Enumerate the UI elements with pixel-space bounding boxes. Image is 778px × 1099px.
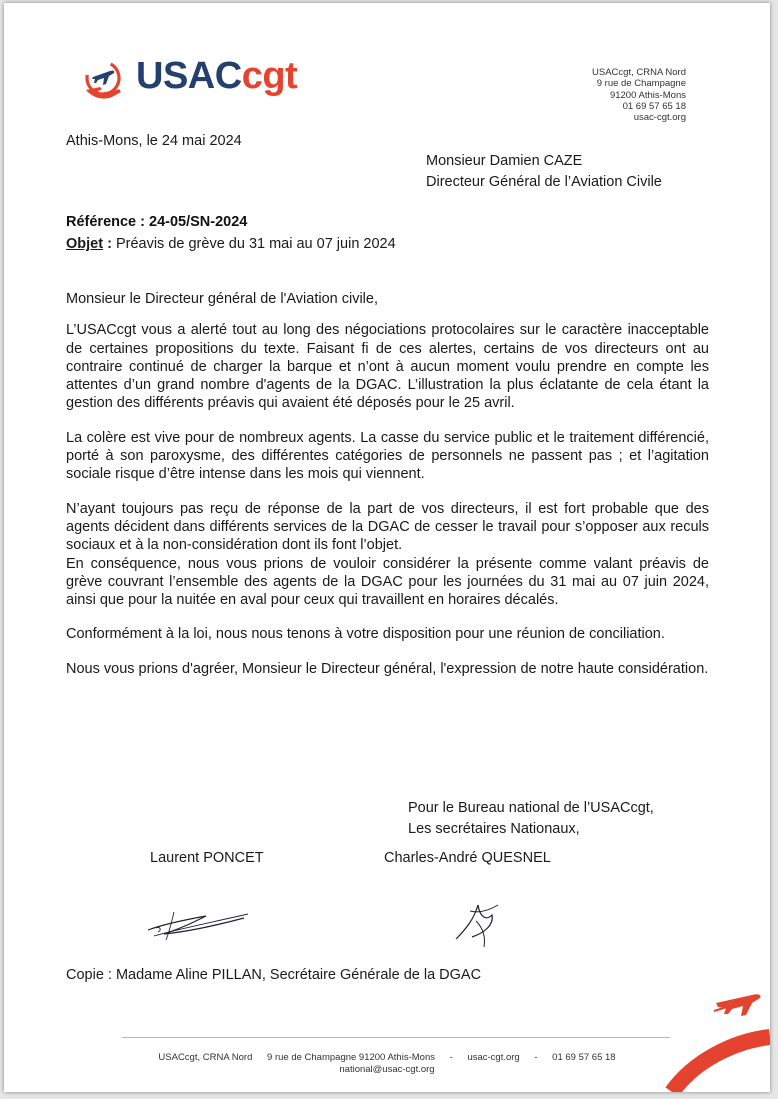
footer-address: 9 rue de Champagne 91200 Athis-Mons [267,1052,435,1063]
footer-org: USACcgt, CRNA Nord [158,1052,253,1063]
body-paragraph: N’ayant toujours pas reçu de réponse de la part de vos directeurs, il est fort probable que des agents décident dans différents services de la DGAC de cesser le travail pour s’opposer aux reculs sociaux et à la non-considération dont ils font l’objet. [66,500,709,554]
signature-intro-line: Les secrétaires Nationaux, [408,821,580,837]
body-paragraph: La colère est vive pour de nombreux agents. La casse du service public et le traitement différencié, porté à son paroxysme, des différentes catégories de personnels ne passent pas ; et l’agitation sociale risque d’être intense dans les mois qui viennent. [66,429,709,483]
letter-body [66,290,709,678]
object-line [66,236,396,252]
footer-website: usac-cgt.org [467,1052,520,1063]
footer-dash: - [534,1052,538,1063]
signature-intro-line: Pour le Bureau national de l’USACcgt, [408,800,654,816]
place-date: Athis-Mons, le 24 mai 2024 [66,133,242,149]
sender-line: usac-cgt.org [633,112,686,124]
body-paragraph: L’USACcgt vous a alerté tout au long des négociations protocolaires sur le caractère inacceptable de certaines propositions du texte. Faisant fi de ces alertes, certains de vos directeurs ont au contraire continué de charger la barque et n’ont à aucun moment voulu prendre en compte les attentes d’un grand nombre d'agents de la DGAC. L’illustration la plus éclatante de cela étant la gestion des différents préavis qui avaient été déposés pour le 25 avril. [66,322,709,412]
sender-line: USACcgt, CRNA Nord [592,67,686,78]
footer-contact-line [4,1052,770,1064]
sender-line: 01 69 57 65 18 [622,100,686,112]
signer-name: Charles-André QUESNEL [384,850,551,866]
object-label: Objet [66,236,104,252]
reference-line: Référence : 24-05/SN-2024 [66,214,248,230]
signature-intro [408,798,654,840]
signer-name: Laurent PONCET [150,850,264,866]
body-paragraph: En conséquence, nous vous prions de vouloir considérer la présente comme valant préavis de grève couvrant l’ensemble des agents de la DGAC pour les journées du 31 mai au 07 juin 2024, ainsi que pour la nuitée en aval pour ceux qui travaillent en horaires décalés. [66,555,709,609]
body-paragraph: Conformément à la loi, nous nous tenons à votre disposition pour une réunion de conciliation. [66,626,665,643]
footer-phone: 01 69 57 65 18 [552,1052,616,1063]
closing-paragraph: Nous vous prions d'agréer, Monsieur le Directeur général, l'expression de notre haute considération. [66,660,709,677]
object-text: Préavis de grève du 31 mai au 07 juin 2024 [111,236,396,252]
letter-page [4,3,770,1092]
footer-email: national@usac-cgt.org [339,1064,435,1075]
footer-divider [122,1037,670,1038]
footer [4,1052,770,1076]
signature-image [144,900,254,946]
logo-wordmark: USACcgt [136,55,298,97]
recipient-name: Monsieur Damien CAZE [426,153,583,169]
footer-dash: - [449,1052,453,1063]
recipient-title: Directeur Général de l’Aviation Civile [426,174,662,190]
sender-line: 9 rue de Champagne [596,78,686,90]
object-separator: : [103,236,112,252]
plane-icon [712,989,764,1019]
copy-line: Copie : Madame Aline PILLAN, Secrétaire Générale de la DGAC [66,967,482,983]
hand-holding-plane-icon [80,57,126,103]
signature-image [448,891,508,951]
usac-cgt-logo [80,57,320,105]
salutation: Monsieur le Directeur général de l'Aviation civile, [66,291,378,307]
sender-line: 91200 Athis-Mons [609,89,686,101]
recipient-block [426,151,662,193]
sender-address [592,67,686,123]
